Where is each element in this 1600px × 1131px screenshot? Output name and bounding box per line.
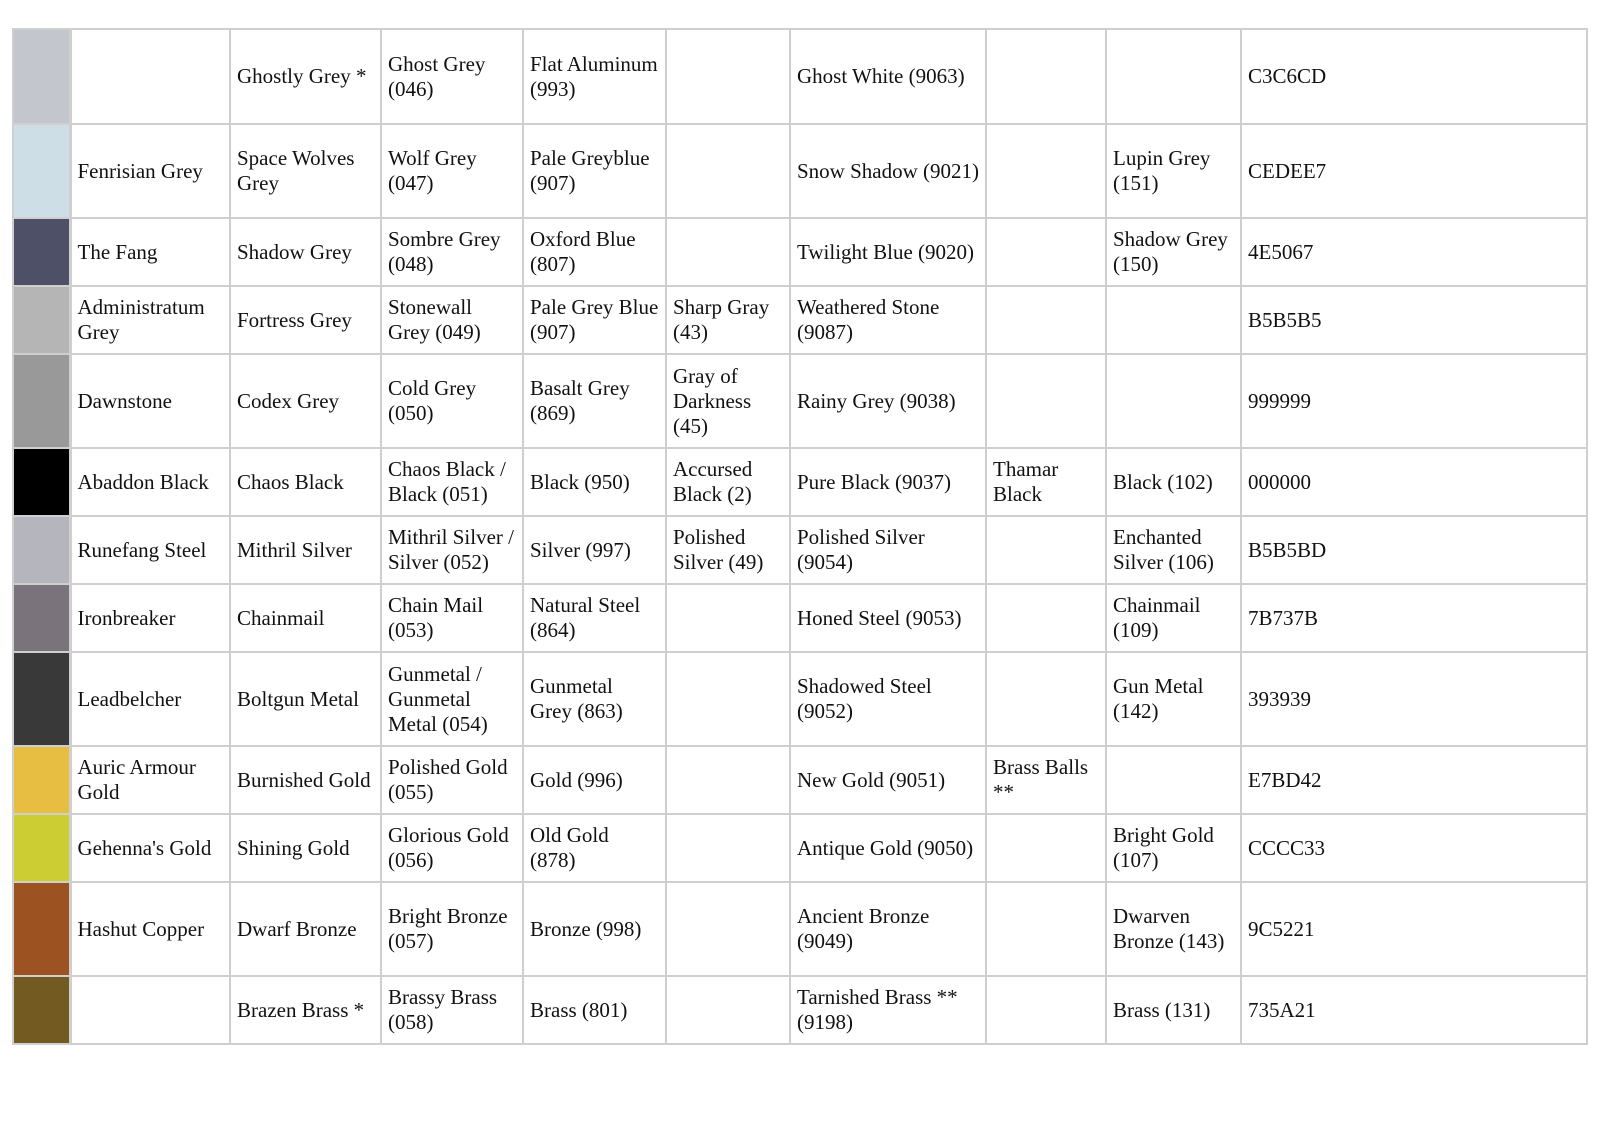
reaper-cell: New Gold (9051) (790, 746, 986, 814)
old-name-cell: Chainmail (230, 584, 381, 652)
foundry-cell: Brassy Brass (058) (381, 976, 523, 1044)
foundry-cell: Chaos Black / Black (051) (381, 448, 523, 516)
vallejo-model-cell: Silver (997) (523, 516, 666, 584)
p3-cell (986, 124, 1106, 218)
p3-cell (986, 516, 1106, 584)
color-swatch (13, 516, 70, 584)
vallejo-game-cell (666, 882, 790, 976)
vallejo-game-cell (666, 814, 790, 882)
vallejo-game-cell (666, 29, 790, 124)
table-body (13, 29, 1587, 1044)
vallejo-game-cell: Polished Silver (49) (666, 516, 790, 584)
vallejo-game-cell: Sharp Gray (43) (666, 286, 790, 354)
color-swatch (13, 29, 70, 124)
old-name-cell: Shining Gold (230, 814, 381, 882)
hex-code-cell: 4E5067 (1241, 218, 1587, 286)
old-name-cell: Space Wolves Grey (230, 124, 381, 218)
p3-cell (986, 286, 1106, 354)
foundry-cell: Stonewall Grey (049) (381, 286, 523, 354)
vallejo-model-cell: Old Gold (878) (523, 814, 666, 882)
coat-d-arms-cell: Lupin Grey (151) (1106, 124, 1241, 218)
old-name-cell: Fortress Grey (230, 286, 381, 354)
p3-cell (986, 29, 1106, 124)
table-row (13, 746, 1587, 814)
table-row (13, 354, 1587, 448)
old-name-cell: Mithril Silver (230, 516, 381, 584)
vallejo-model-cell: Brass (801) (523, 976, 666, 1044)
reaper-cell: Pure Black (9037) (790, 448, 986, 516)
old-name-cell: Shadow Grey (230, 218, 381, 286)
current-name-cell: The Fang (70, 218, 230, 286)
coat-d-arms-cell: Brass (131) (1106, 976, 1241, 1044)
current-name-cell: Ironbreaker (70, 584, 230, 652)
color-swatch (13, 652, 70, 746)
foundry-cell: Chain Mail (053) (381, 584, 523, 652)
reaper-cell: Shadowed Steel (9052) (790, 652, 986, 746)
color-swatch (13, 124, 70, 218)
table-row (13, 448, 1587, 516)
vallejo-model-cell: Pale Grey Blue (907) (523, 286, 666, 354)
current-name-cell: Auric Armour Gold (70, 746, 230, 814)
hex-code-cell: 000000 (1241, 448, 1587, 516)
p3-cell: Thamar Black (986, 448, 1106, 516)
reaper-cell: Tarnished Brass ** (9198) (790, 976, 986, 1044)
color-swatch (13, 354, 70, 448)
reaper-cell: Antique Gold (9050) (790, 814, 986, 882)
foundry-cell: Bright Bronze (057) (381, 882, 523, 976)
vallejo-game-cell: Accursed Black (2) (666, 448, 790, 516)
table-row (13, 976, 1587, 1044)
hex-code-cell: 9C5221 (1241, 882, 1587, 976)
hex-code-cell: C3C6CD (1241, 29, 1587, 124)
table-row (13, 652, 1587, 746)
hex-code-cell: E7BD42 (1241, 746, 1587, 814)
foundry-cell: Sombre Grey (048) (381, 218, 523, 286)
current-name-cell: Abaddon Black (70, 448, 230, 516)
reaper-cell: Weathered Stone (9087) (790, 286, 986, 354)
coat-d-arms-cell: Enchanted Silver (106) (1106, 516, 1241, 584)
vallejo-game-cell: Gray of Darkness (45) (666, 354, 790, 448)
color-swatch (13, 814, 70, 882)
table-row (13, 882, 1587, 976)
vallejo-model-cell: Basalt Grey (869) (523, 354, 666, 448)
old-name-cell: Codex Grey (230, 354, 381, 448)
p3-cell (986, 218, 1106, 286)
color-swatch (13, 286, 70, 354)
color-swatch (13, 882, 70, 976)
reaper-cell: Polished Silver (9054) (790, 516, 986, 584)
hex-code-cell: 7B737B (1241, 584, 1587, 652)
table-row (13, 286, 1587, 354)
reaper-cell: Rainy Grey (9038) (790, 354, 986, 448)
current-name-cell (70, 29, 230, 124)
p3-cell (986, 882, 1106, 976)
current-name-cell: Dawnstone (70, 354, 230, 448)
p3-cell (986, 652, 1106, 746)
current-name-cell: Runefang Steel (70, 516, 230, 584)
coat-d-arms-cell: Gun Metal (142) (1106, 652, 1241, 746)
vallejo-game-cell (666, 218, 790, 286)
vallejo-model-cell: Gold (996) (523, 746, 666, 814)
old-name-cell: Chaos Black (230, 448, 381, 516)
current-name-cell: Leadbelcher (70, 652, 230, 746)
foundry-cell: Mithril Silver / Silver (052) (381, 516, 523, 584)
vallejo-game-cell (666, 976, 790, 1044)
reaper-cell: Twilight Blue (9020) (790, 218, 986, 286)
table-row (13, 218, 1587, 286)
coat-d-arms-cell (1106, 29, 1241, 124)
color-swatch (13, 584, 70, 652)
vallejo-model-cell: Natural Steel (864) (523, 584, 666, 652)
hex-code-cell: 735A21 (1241, 976, 1587, 1044)
current-name-cell (70, 976, 230, 1044)
coat-d-arms-cell: Shadow Grey (150) (1106, 218, 1241, 286)
p3-cell (986, 976, 1106, 1044)
current-name-cell: Gehenna's Gold (70, 814, 230, 882)
reaper-cell: Ghost White (9063) (790, 29, 986, 124)
vallejo-game-cell (666, 584, 790, 652)
current-name-cell: Administratum Grey (70, 286, 230, 354)
color-swatch (13, 448, 70, 516)
color-swatch (13, 746, 70, 814)
vallejo-model-cell: Black (950) (523, 448, 666, 516)
vallejo-game-cell (666, 746, 790, 814)
coat-d-arms-cell (1106, 286, 1241, 354)
foundry-cell: Ghost Grey (046) (381, 29, 523, 124)
current-name-cell: Hashut Copper (70, 882, 230, 976)
p3-cell (986, 814, 1106, 882)
table-row (13, 516, 1587, 584)
table-row (13, 814, 1587, 882)
vallejo-model-cell: Flat Aluminum (993) (523, 29, 666, 124)
reaper-cell: Honed Steel (9053) (790, 584, 986, 652)
hex-code-cell: 393939 (1241, 652, 1587, 746)
old-name-cell: Burnished Gold (230, 746, 381, 814)
vallejo-model-cell: Bronze (998) (523, 882, 666, 976)
table-row (13, 584, 1587, 652)
hex-code-cell: CEDEE7 (1241, 124, 1587, 218)
coat-d-arms-cell: Black (102) (1106, 448, 1241, 516)
color-swatch (13, 218, 70, 286)
hex-code-cell: 999999 (1241, 354, 1587, 448)
old-name-cell: Boltgun Metal (230, 652, 381, 746)
old-name-cell: Dwarf Bronze (230, 882, 381, 976)
p3-cell (986, 354, 1106, 448)
old-name-cell: Ghostly Grey * (230, 29, 381, 124)
vallejo-model-cell: Oxford Blue (807) (523, 218, 666, 286)
vallejo-game-cell (666, 124, 790, 218)
paint-conversion-table (12, 28, 1588, 1045)
foundry-cell: Glorious Gold (056) (381, 814, 523, 882)
hex-code-cell: B5B5B5 (1241, 286, 1587, 354)
foundry-cell: Polished Gold (055) (381, 746, 523, 814)
p3-cell (986, 584, 1106, 652)
coat-d-arms-cell (1106, 746, 1241, 814)
foundry-cell: Gunmetal / Gunmetal Metal (054) (381, 652, 523, 746)
foundry-cell: Wolf Grey (047) (381, 124, 523, 218)
hex-code-cell: CCCC33 (1241, 814, 1587, 882)
reaper-cell: Snow Shadow (9021) (790, 124, 986, 218)
coat-d-arms-cell (1106, 354, 1241, 448)
coat-d-arms-cell: Bright Gold (107) (1106, 814, 1241, 882)
table-row (13, 124, 1587, 218)
color-swatch (13, 976, 70, 1044)
reaper-cell: Ancient Bronze (9049) (790, 882, 986, 976)
vallejo-model-cell: Pale Greyblue (907) (523, 124, 666, 218)
table-row (13, 29, 1587, 124)
current-name-cell: Fenrisian Grey (70, 124, 230, 218)
vallejo-game-cell (666, 652, 790, 746)
p3-cell: Brass Balls ** (986, 746, 1106, 814)
foundry-cell: Cold Grey (050) (381, 354, 523, 448)
vallejo-model-cell: Gunmetal Grey (863) (523, 652, 666, 746)
hex-code-cell: B5B5BD (1241, 516, 1587, 584)
coat-d-arms-cell: Dwarven Bronze (143) (1106, 882, 1241, 976)
coat-d-arms-cell: Chainmail (109) (1106, 584, 1241, 652)
old-name-cell: Brazen Brass * (230, 976, 381, 1044)
